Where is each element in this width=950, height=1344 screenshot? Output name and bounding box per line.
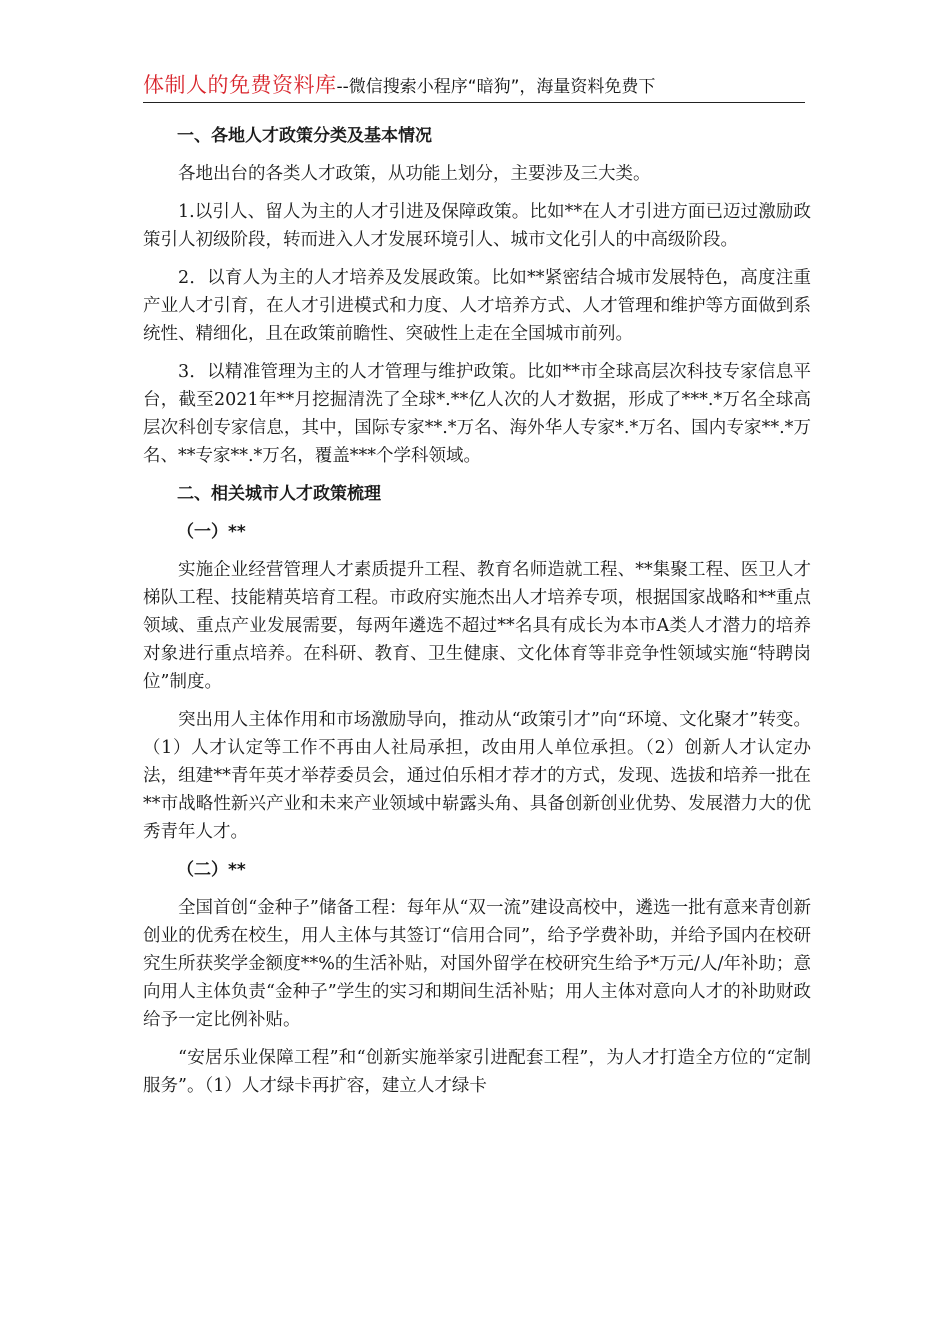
- section-heading-1: 一、各地人才政策分类及基本情况: [177, 126, 432, 146]
- subsection-heading-1: （一）**: [177, 522, 246, 542]
- paragraph: 1.以引人、留人为主的人才引进及保障政策。比如**在人才引进方面已迈过激励政策引人初级阶段，转而进入人才发展环境引人、城市文化引人的中高级阶段。: [143, 202, 811, 250]
- page-header: [143, 70, 805, 103]
- header-brand: 体制人的免费资料库: [143, 73, 337, 97]
- paragraph: 2．以育人为主的人才培养及发展政策。比如**紧密结合城市发展特色，高度注重产业人才引育，在人才引进模式和力度、人才培养方式、人才管理和维护等方面做到系统性、精细化，且在政策前瞻性、突破性上走在全国城市前列。: [143, 268, 811, 344]
- paragraph: “安居乐业保障工程”和“创新实施举家引进配套工程”，为人才打造全方位的“定制服务”。（1）人才绿卡再扩容，建立人才绿卡: [143, 1048, 811, 1096]
- subsection-heading-2: （二）**: [177, 860, 246, 880]
- paragraph: 突出用人主体作用和市场激励导向，推动从“政策引才”向“环境、文化聚才”转变。（1）人才认定等工作不再由人社局承担，改由用人单位承担。（2）创新人才认定办法，组建**青年英才举荐委员会，通过伯乐相才荐才的方式，发现、选拔和培养一批在**市战略性新兴产业和未来产业领域中崭露头角、具备创新创业优势、发展潜力大的优秀青年人才。: [143, 710, 811, 842]
- header-tagline: --微信搜索小程序“暗狗”，海量资料免费下: [336, 77, 656, 97]
- paragraph: 全国首创“金种子”储备工程：每年从“双一流”建设高校中，遴选一批有意来青创新创业的优秀在校生，用人主体与其签订“信用合同”，给予学费补助，并给予国内在校研究生所获奖学金额度**%的生活补贴，对国外留学在校研究生给予*万元/人/年补助；意向用人主体负责“金种子”学生的实习和期间生活补贴；用人主体对意向人才的补助财政给予一定比例补贴。: [143, 898, 811, 1030]
- section-heading-2: 二、相关城市人才政策梳理: [177, 484, 381, 504]
- paragraph: 实施企业经营管理人才素质提升工程、教育名师造就工程、**集聚工程、医卫人才梯队工程、技能精英培育工程。市政府实施杰出人才培养专项，根据国家战略和**重点领域、重点产业发展需要，每两年遴选不超过**名具有成长为本市A类人才潜力的培养对象进行重点培养。在科研、教育、卫生健康、文化体育等非竞争性领域实施“特聘岗位”制度。: [143, 560, 811, 692]
- paragraph: 3．以精准管理为主的人才管理与维护政策。比如**市全球高层次科技专家信息平台，截至2021年**月挖掘清洗了全球*.**亿人次的人才数据，形成了***.*万名全球高层次科创专家信息，其中，国际专家**.*万名、海外华人专家*.*万名、国内专家**.*万名、**专家**.*万名，覆盖***个学科领域。: [143, 362, 811, 466]
- paragraph: 各地出台的各类人才政策，从功能上划分，主要涉及三大类。: [178, 164, 651, 184]
- document-body: [143, 122, 811, 1110]
